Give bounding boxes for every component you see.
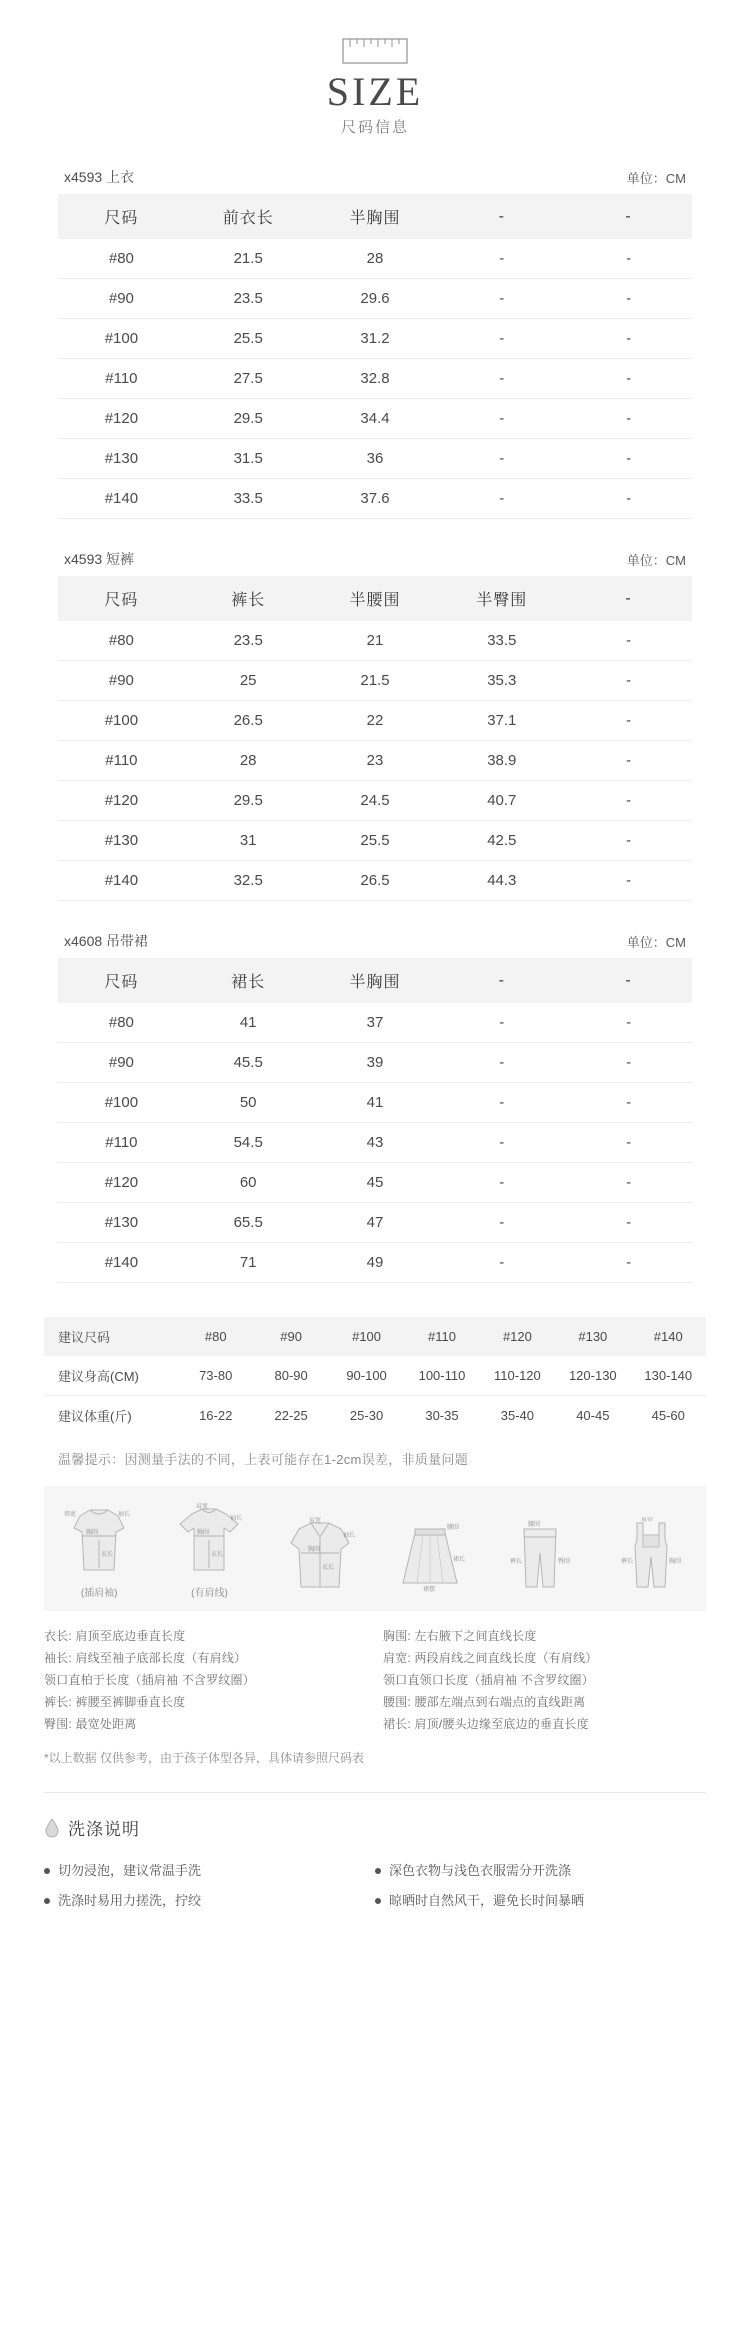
column-header: 裙长 [185,958,312,1003]
size-table [58,958,692,1283]
cell: 25-30 [349,1408,384,1423]
cell: 39 [312,1043,439,1083]
cell: - [565,1003,692,1043]
cell: - [438,1003,565,1043]
svg-text:衣长: 衣长 [211,1552,224,1558]
coat-icon [275,1517,365,1595]
cell: - [565,741,692,781]
page-title: SIZE [326,69,424,114]
column-header: 尺码 [58,194,185,239]
cell: - [565,439,692,479]
svg-text:腰围: 腰围 [447,1525,460,1531]
table-row [58,479,692,519]
table-row [58,279,692,319]
table-caption [58,549,692,576]
column-header: 前衣长 [185,194,312,239]
cell: 54.5 [185,1123,312,1163]
column-header: 裤长 [185,576,312,621]
cell: - [565,1163,692,1203]
cell: 21.5 [312,661,439,701]
cell: - [565,1123,692,1163]
section-divider [44,1792,706,1793]
cell: - [565,239,692,279]
cell: - [565,399,692,439]
svg-text:肩宽: 肩宽 [308,1518,321,1524]
cell: - [565,1043,692,1083]
cell: 28 [185,741,312,781]
table-title: x4608 吊带裙 [64,933,149,949]
cell: - [438,239,565,279]
svg-text:裤长: 裤长 [510,1559,523,1565]
cell: 26.5 [312,861,439,901]
page-subtitle: 尺码信息 [340,119,409,136]
tshirt-raglan-icon [56,1502,142,1580]
size-table-block-1 [58,519,692,901]
cell: - [438,1163,565,1203]
svg-text:裙长: 裙长 [453,1557,466,1563]
pants-icon [504,1517,576,1595]
cell: #90 [58,661,185,701]
recommend-block [44,1317,706,1468]
cell: 44.3 [438,861,565,901]
measurement-illustrations [44,1486,706,1611]
cell: #140 [58,479,185,519]
wash-item [375,1886,706,1916]
cell: 33.5 [438,621,565,661]
cell: #100 [58,701,185,741]
cell: 130-140 [631,1356,706,1396]
svg-text:袖长: 袖长 [342,1533,355,1539]
cell: - [438,1243,565,1283]
measurement-tolerance-note: 温馨提示：因测量手法的不同，上表可能存在1-2cm误差，非质量问题 [58,1452,469,1467]
svg-text:裙摆: 裙摆 [423,1587,436,1593]
cell: - [565,1083,692,1123]
cell: #80 [58,1003,185,1043]
cell: 29.6 [312,279,439,319]
svg-text:衣长: 衣长 [101,1552,114,1558]
cell: 120-130 [555,1356,630,1396]
cell: 35-40 [500,1408,535,1423]
table-row [58,1203,692,1243]
note-line: 腰围: 腰部左端点到右端点的直线距离 [383,1695,586,1709]
cell: 90-100 [329,1356,404,1396]
column-header: 半腰围 [312,576,439,621]
cell: - [565,621,692,661]
cell: 23.5 [185,621,312,661]
cell: #80 [58,621,185,661]
cell: - [438,319,565,359]
cell: #130 [58,439,185,479]
cell: 40.7 [438,781,565,821]
table-row [58,1003,692,1043]
cell: - [438,1083,565,1123]
cell: - [438,1123,565,1163]
svg-text:肩带: 肩带 [640,1517,653,1523]
cell: 43 [312,1123,439,1163]
svg-text:领宽: 领宽 [64,1512,77,1518]
table-row [58,1083,692,1123]
drop-icon [44,1818,60,1838]
wash-section [44,1815,706,1916]
measure-notes [44,1625,706,1735]
cell: #130 [58,821,185,861]
table-row [58,359,692,399]
overalls-icon [615,1517,687,1595]
cell: 25 [185,661,312,701]
wash-item-label: 切勿浸泡，建议常温手洗 [58,1863,202,1878]
cell: - [565,359,692,399]
cell: - [565,701,692,741]
cell: - [565,1243,692,1283]
table-row [58,661,692,701]
cell: #100 [58,1083,185,1123]
cell: #120 [58,1163,185,1203]
table-title: x4593 上衣 [64,169,135,185]
cell: - [565,661,692,701]
cell: 110-120 [480,1356,555,1396]
cell: - [438,1043,565,1083]
cell: #80 [58,239,185,279]
recommend-header-cell: #130 [578,1329,608,1344]
table-row [58,861,692,901]
cell: 40-45 [576,1408,610,1423]
cell: 29.5 [185,399,312,439]
cell: - [438,399,565,439]
cell: #100 [58,319,185,359]
star-note: *以上数据 仅供参考，由于孩子体型各异，具体请参照尺码表 [44,1751,365,1765]
column-header: - [438,194,565,239]
size-table [58,194,692,519]
cell: - [565,1203,692,1243]
cell: 26.5 [185,701,312,741]
cell: 21.5 [185,239,312,279]
illustration-skirt [375,1517,485,1599]
cell: #140 [58,1243,185,1283]
wash-item-label: 深色衣物与浅色衣服需分开洗涤 [389,1863,572,1878]
skirt-icon [391,1517,469,1595]
table-header-row [58,194,692,239]
tshirt-shoulder-icon [166,1502,252,1580]
cell: 22 [312,701,439,741]
cell: 41 [312,1083,439,1123]
cell: - [565,781,692,821]
illustration-tee-strap [44,1502,154,1599]
cell: #120 [58,399,185,439]
table-unit: 单位：CM [626,553,686,568]
column-header: 尺码 [58,576,185,621]
cell: 28 [312,239,439,279]
cell: #110 [58,1123,185,1163]
illustration-overalls [596,1517,706,1599]
cell: 36 [312,439,439,479]
svg-text:腰围: 腰围 [528,1522,541,1528]
cell: 65.5 [185,1203,312,1243]
cell: 建议体重(斤) [58,1409,132,1424]
page-header [0,0,750,137]
cell: #140 [58,861,185,901]
recommend-row [44,1356,706,1396]
note-line: 领口直领口长度（插肩袖 不含罗纹圈） [383,1673,594,1687]
table-header-row [58,958,692,1003]
cell: 21 [312,621,439,661]
cell: 37.1 [438,701,565,741]
size-table [58,576,692,901]
column-header: - [565,576,692,621]
cell: 23 [312,741,439,781]
cell: 49 [312,1243,439,1283]
wash-title: 洗涤说明 [68,1820,140,1839]
note-line: 裤长: 裤腰至裤脚垂直长度 [44,1695,186,1709]
table-row [58,239,692,279]
cell: 35.3 [438,661,565,701]
svg-text:袖长: 袖长 [118,1512,131,1518]
note-line: 袖长: 肩线至袖子底部长度（有肩线） [44,1651,247,1665]
cell: 45.5 [185,1043,312,1083]
cell: - [438,279,565,319]
cell: 100-110 [404,1356,479,1396]
column-header: - [565,194,692,239]
wash-header [44,1815,706,1840]
bullet-icon [375,1868,381,1874]
recommend-header-cell: #90 [280,1329,302,1344]
cell: 31 [185,821,312,861]
note-line: 胸围: 左右腋下之间直线长度 [383,1629,537,1643]
cell: #120 [58,781,185,821]
recommend-header-cell: #80 [204,1329,227,1344]
bullet-icon [44,1898,50,1904]
table-row [58,1163,692,1203]
table-row [58,1243,692,1283]
wash-col-left [44,1856,375,1916]
column-header: - [438,958,565,1003]
table-row [58,399,692,439]
cell: #90 [58,1043,185,1083]
table-row [58,1123,692,1163]
cell: 32.5 [185,861,312,901]
table-unit: 单位：CM [626,171,686,186]
cell: 45-60 [651,1408,685,1423]
recommend-header-cell: #110 [427,1329,456,1344]
svg-text:肩宽: 肩宽 [196,1504,209,1510]
svg-text:胸围: 胸围 [307,1547,320,1553]
wash-item [44,1856,375,1886]
measure-notes-left [44,1625,367,1735]
column-header: 半胸围 [312,194,439,239]
wash-item [44,1886,375,1916]
cell: 47 [312,1203,439,1243]
note-line: 臀围: 最宽处距离 [44,1717,137,1731]
cell: 45 [312,1163,439,1203]
cell: 32.8 [312,359,439,399]
column-header: 半臀围 [438,576,565,621]
illustration-pants [485,1517,595,1599]
svg-text:胸围: 胸围 [197,1530,210,1536]
cell: 60 [185,1163,312,1203]
table-caption [58,931,692,958]
cell: 31.5 [185,439,312,479]
table-caption [58,167,692,194]
table-row [58,319,692,359]
cell: 80-90 [253,1356,328,1396]
recommend-row [44,1396,706,1436]
note-line: 裙长: 肩顶/腰头边缘至底边的垂直长度 [383,1717,589,1731]
wash-item-label: 晾晒时自然风干，避免长时间暴晒 [389,1893,585,1908]
table-title: x4593 短裤 [64,551,135,567]
recommend-header-cell: 建议尺码 [58,1330,111,1345]
cell: - [438,439,565,479]
cell: #130 [58,1203,185,1243]
table-row [58,821,692,861]
cell: 34.4 [312,399,439,439]
cell: 37 [312,1003,439,1043]
bullet-icon [375,1898,381,1904]
wash-item-label: 洗涤时易用力搓洗，拧绞 [58,1893,202,1908]
cell: 73-80 [178,1356,253,1396]
table-header-row [58,576,692,621]
cell: 37.6 [312,479,439,519]
cell: 25.5 [312,821,439,861]
recommend-header-cell: #140 [653,1329,683,1344]
table-row [58,439,692,479]
cell: 建议身高(CM) [44,1356,178,1396]
cell: 38.9 [438,741,565,781]
cell: 24.5 [312,781,439,821]
cell: 23.5 [185,279,312,319]
measure-notes-right [383,1625,706,1735]
size-table-block-2 [58,901,692,1283]
wash-col-right [375,1856,706,1916]
recommend-header-cell: #120 [502,1329,532,1344]
illustration-coat [265,1517,375,1599]
illustration-caption: (有肩线) [191,1588,228,1599]
svg-text:衣长: 衣长 [321,1565,334,1571]
cell: #110 [58,359,185,399]
cell: - [565,821,692,861]
recommend-header-cell: #100 [352,1329,382,1344]
cell: 71 [185,1243,312,1283]
cell: 27.5 [185,359,312,399]
cell: - [565,319,692,359]
bullet-icon [44,1868,50,1874]
cell: 33.5 [185,479,312,519]
cell: 42.5 [438,821,565,861]
wash-item [375,1856,706,1886]
cell: #90 [58,279,185,319]
illustration-caption: (插肩袖) [80,1588,118,1599]
cell: - [438,359,565,399]
table-row [58,781,692,821]
table-row [58,1043,692,1083]
svg-text:袖长: 袖长 [230,1516,243,1522]
cell: - [438,479,565,519]
ruler-icon [342,38,408,64]
column-header: 尺码 [58,958,185,1003]
cell: - [565,479,692,519]
cell: 50 [185,1083,312,1123]
table-row [58,741,692,781]
recommend-header-row [44,1317,706,1356]
svg-text:臀围: 臀围 [558,1559,571,1565]
cell: - [438,1203,565,1243]
cell: 30-35 [425,1408,459,1423]
column-header: - [565,958,692,1003]
note-line: 肩宽: 两段肩线之间直线长度（有肩线） [383,1651,598,1665]
cell: 29.5 [185,781,312,821]
illustration-tee-shoulder [154,1502,264,1599]
cell: 41 [185,1003,312,1043]
column-header: 半胸围 [312,958,439,1003]
note-line: 衣长: 肩顶至底边垂直长度 [44,1629,186,1643]
note-line: 领口直柏于长度（插肩袖 不含罗纹圈） [44,1673,255,1687]
cell: - [565,861,692,901]
recommend-table [44,1317,706,1435]
cell: 25.5 [185,319,312,359]
size-table-block-0 [58,137,692,519]
cell: 22-25 [274,1408,308,1423]
table-unit: 单位：CM [626,935,686,950]
svg-text:胸围: 胸围 [86,1530,99,1536]
table-row [58,701,692,741]
cell: - [565,279,692,319]
svg-text:裤长: 裤长 [620,1559,633,1565]
svg-text:胸围: 胸围 [668,1559,681,1565]
cell: #110 [58,741,185,781]
table-row [58,621,692,661]
cell: 31.2 [312,319,439,359]
cell: 16-22 [199,1408,233,1423]
